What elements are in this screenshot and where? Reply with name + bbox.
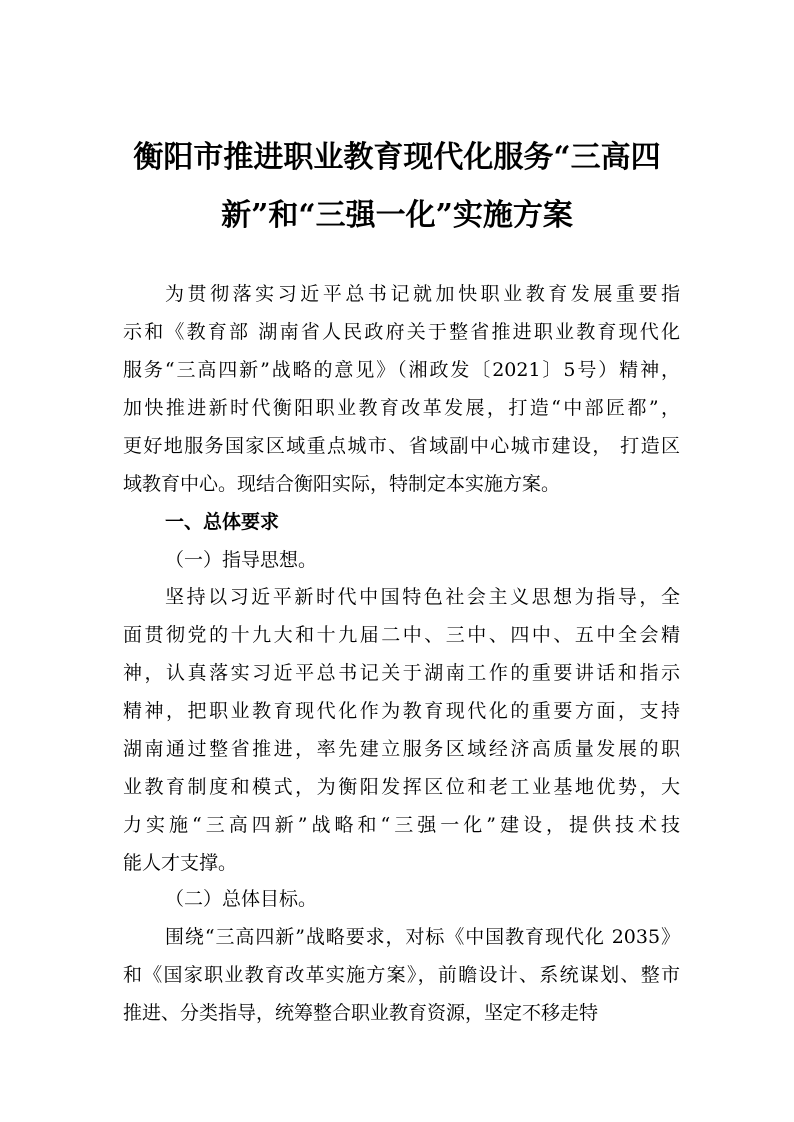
intro-line: 更好地服务国家区域重点城市、省域副中心城市建设， 打造区 [123, 435, 680, 457]
document-title-line-2: 新”和“三强一化”实施方案 [221, 198, 573, 233]
paragraph-line: 湖南通过整省推进，率先建立服务区域经济高质量发展的职 [123, 738, 680, 760]
paragraph-line: 推进、分类指导，统筹整合职业教育资源，坚定不移走特 [123, 1002, 599, 1024]
intro-line: 示和《教育部 湖南省人民政府关于整省推进职业教育现代化 [123, 321, 680, 343]
subsection-heading: （一）指导思想。 [165, 549, 318, 571]
document-title-line-1: 衡阳市推进职业教育现代化服务“三高四 [133, 140, 661, 175]
paragraph-line: 面贯彻党的十九大和十九届二中、三中、四中、五中全会精 [123, 624, 680, 646]
paragraph-line: 精神，把职业教育现代化作为教育现代化的重要方面，支持 [123, 700, 680, 722]
paragraph-line: 和《国家职业教育改革实施方案》，前瞻设计、系统谋划、整市 [123, 964, 680, 986]
paragraph-line: 坚持以习近平新时代中国特色社会主义思想为指导，全 [165, 586, 680, 608]
paragraph-line: 神，认真落实习近平总书记关于湖南工作的重要讲话和指示 [123, 662, 680, 684]
paragraph-line: 业教育制度和模式，为衡阳发挥区位和老工业基地优势，大 [123, 776, 680, 798]
intro-line: 为贯彻落实习近平总书记就加快职业教育发展重要指 [165, 283, 680, 305]
section-heading: 一、总体要求 [165, 511, 280, 533]
subsection-heading: （二）总体目标。 [165, 888, 318, 910]
paragraph-line: 围绕“三高四新”战略要求，对标《中国教育现代化 2035》 [165, 926, 680, 948]
paragraph-line: 力实施“三高四新”战略和“三强一化”建设，提供技术技 [123, 814, 680, 836]
intro-line: 服务“三高四新”战略的意见》（湘政发〔2021〕5号）精神， [123, 359, 680, 381]
intro-line: 加快推进新时代衡阳职业教育改革发展，打造“中部匠都”， [123, 397, 680, 419]
paragraph-line: 能人才支撑。 [123, 852, 238, 874]
intro-line: 域教育中心。现结合衡阳实际，特制定本实施方案。 [123, 473, 561, 495]
